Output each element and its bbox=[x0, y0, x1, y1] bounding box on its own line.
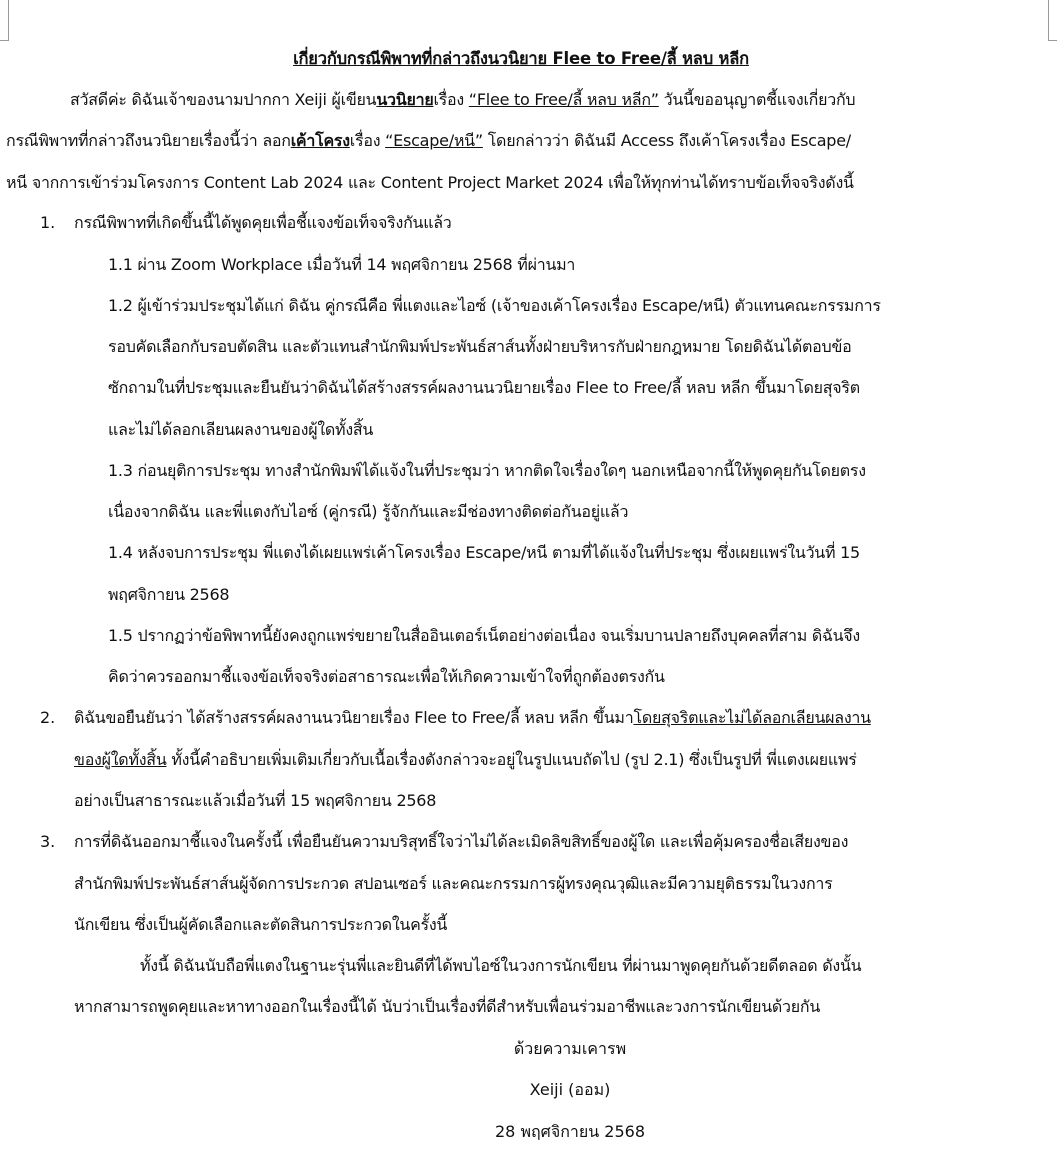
intro-novel-title: “Flee to Free/ลี้ หลบ หลีก” bbox=[468, 90, 659, 109]
sub-item-1-4-line-1: 1.4 หลังจบการประชุม พี่แตงได้เผยแพร่เค้าโครงเรื่อง Escape/หนี ตามที่ได้แจ้งในที่ประชุม ซึ่งเผยแพร่ในวันที่ 15 bbox=[108, 543, 860, 562]
document-title: เกี่ยวกับกรณีพิพาทที่กล่าวถึงนวนิยาย Flee to Free/ลี้ หลบ หลีก bbox=[293, 49, 749, 68]
item-1-text: กรณีพิพาทที่เกิดขึ้นนี้ได้พูดคุยเพื่อชี้แจงข้อเท็จจริงกันแล้ว bbox=[74, 213, 452, 232]
sub-item-1-1: 1.1 ผ่าน Zoom Workplace เมื่อวันที่ 14 พฤศจิกายน 2568 ที่ผ่านมา bbox=[108, 255, 576, 274]
page-corner-marker-left bbox=[0, 0, 9, 41]
item-2-line-3: อย่างเป็นสาธารณะแล้วเมื่อวันที่ 15 พฤศจิกายน 2568 bbox=[74, 791, 437, 810]
intro-text: เรื่อง bbox=[433, 90, 469, 109]
item-2-line-1 bbox=[74, 706, 871, 730]
intro-text: เรื่อง bbox=[349, 131, 386, 150]
sub-item-1-2-line-2: รอบคัดเลือกกับรอบตัดสิน และตัวแทนสำนักพิมพ์ประพันธ์สาส์นทั้งฝ่ายบริหารกับฝ่ายกฎหมาย โดยดิฉันได้ตอบข้อ bbox=[108, 337, 852, 356]
item-3-line-2: สำนักพิมพ์ประพันธ์สาส์นผู้จัดการประกวด สปอนเซอร์ และคณะกรรมการผู้ทรงคุณวุฒิและมีความยุติธรรมในวงการ bbox=[74, 874, 833, 893]
sub-item-1-2-line-4: และไม่ได้ลอกเลียนผลงานของผู้ใดทั้งสิ้น bbox=[108, 420, 374, 439]
intro-emphasis-novel: นวนิยาย bbox=[376, 90, 434, 109]
sub-item-1-4-line-2: พฤศจิกายน 2568 bbox=[108, 585, 230, 604]
intro-line-1 bbox=[70, 88, 855, 112]
item-2-emphasis: ของผู้ใดทั้งสิ้น bbox=[74, 750, 167, 769]
item-2-emphasis: โดยสุจริตและไม่ได้ลอกเลียนผลงาน bbox=[633, 708, 871, 727]
item-1-number: 1. bbox=[40, 213, 56, 232]
intro-text: วันนี้ขออนุญาตชี้แจงเกี่ยวกับ bbox=[658, 90, 856, 109]
sub-item-1-2-line-3: ซักถามในที่ประชุมและยืนยันว่าดิฉันได้สร้างสรรค์ผลงานนวนิยายเรื่อง Flee to Free/ลี้ หลบ หลีก ขึ้นมาโดยสุจริต bbox=[108, 378, 860, 397]
item-2-text: ดิฉันขอยืนยันว่า ได้สร้างสรรค์ผลงานนวนิยายเรื่อง Flee to Free/ลี้ หลบ หลีก ขึ้นมา bbox=[74, 708, 634, 727]
item-2-number: 2. bbox=[40, 708, 56, 727]
intro-text: สวัสดีค่ะ ดิฉันเจ้าของนามปากกา Xeiji ผู้เขียน bbox=[70, 90, 377, 109]
page-corner-marker-right bbox=[1048, 0, 1057, 41]
sub-item-1-5-line-1: 1.5 ปรากฏว่าข้อพิพาทนี้ยังคงถูกแพร่ขยายในสื่ออินเตอร์เน็ตอย่างต่อเนื่อง จนเริ่มบานปลายถึงบุคคลที่สาม ดิฉันจึง bbox=[108, 626, 860, 645]
sub-item-1-3-line-2: เนื่องจากดิฉัน และพี่แตงกับไอซ์ (คู่กรณี) รู้จักกันและมีช่องทางติดต่อกันอยู่แล้ว bbox=[108, 502, 629, 521]
intro-text: กรณีพิพาทที่กล่าวถึงนวนิยายเรื่องนี้ว่า ลอก bbox=[6, 131, 291, 150]
signature-name: Xeiji (ออม) bbox=[529, 1080, 611, 1099]
item-2-line-2 bbox=[74, 748, 857, 772]
intro-line-2 bbox=[6, 129, 851, 153]
intro-emphasis-outline: เค้าโครง bbox=[290, 131, 350, 150]
closing-line-2: หากสามารถพูดคุยและหาทางออกในเรื่องนี้ได้ นับว่าเป็นเรื่องที่ดีสำหรับเพื่อนร่วมอาชีพและวงการนักเขียนด้วยกัน bbox=[74, 997, 821, 1016]
item-3-number: 3. bbox=[40, 832, 56, 851]
intro-outline-title: “Escape/หนี” bbox=[385, 131, 483, 150]
item-3-line-1: การที่ดิฉันออกมาชี้แจงในครั้งนี้ เพื่อยืนยันความบริสุทธิ์ใจว่าไม่ได้ละเมิดลิขสิทธิ์ของผู้ใด และเพื่อคุ้มครองชื่อเสียงของ bbox=[74, 832, 849, 851]
signature-date: 28 พฤศจิกายน 2568 bbox=[495, 1122, 645, 1141]
sub-item-1-5-line-2: คิดว่าควรออกมาชี้แจงข้อเท็จจริงต่อสาธารณะเพื่อให้เกิดความเข้าใจที่ถูกต้องตรงกัน bbox=[108, 667, 665, 686]
closing-line-1: ทั้งนี้ ดิฉันนับถือพี่แตงในฐานะรุ่นพี่และยินดีที่ได้พบไอซ์ในวงการนักเขียน ที่ผ่านมาพูดคุยกันด้วยดีตลอด ดังนั้น bbox=[140, 956, 862, 975]
signature-regards: ด้วยความเคารพ bbox=[513, 1039, 627, 1058]
sub-item-1-3-line-1: 1.3 ก่อนยุติการประชุม ทางสำนักพิมพ์ได้แจ้งในที่ประชุมว่า หากติดใจเรื่องใดๆ นอกเหนือจากนี้ให้พูดคุยกันโดยตรง bbox=[108, 461, 866, 480]
intro-line-3: หนี จากการเข้าร่วมโครงการ Content Lab 2024 และ Content Project Market 2024 เพื่อให้ทุกท่านได้ทราบข้อเท็จจริงดังนี้ bbox=[6, 173, 854, 192]
item-2-text: ทั้งนี้คำอธิบายเพิ่มเติมเกี่ยวกับเนื้อเรื่องดังกล่าวจะอยู่ในรูปแนบถัดไป (รูป 2.1) ซึ่งเป็นรูปที่ พี่แตงเผยแพร่ bbox=[166, 750, 857, 769]
sub-item-1-2-line-1: 1.2 ผู้เข้าร่วมประชุมได้แก่ ดิฉัน คู่กรณีคือ พี่แตงและไอซ์ (เจ้าของเค้าโครงเรื่อง Escape/หนี) ตัวแทนคณะกรรมการ bbox=[108, 296, 881, 315]
intro-text: โดยกล่าวว่า ดิฉันมี Access ถึงเค้าโครงเรื่อง Escape/ bbox=[482, 131, 851, 150]
item-3-line-3: นักเขียน ซึ่งเป็นผู้คัดเลือกและตัดสินการประกวดในครั้งนี้ bbox=[74, 915, 448, 934]
